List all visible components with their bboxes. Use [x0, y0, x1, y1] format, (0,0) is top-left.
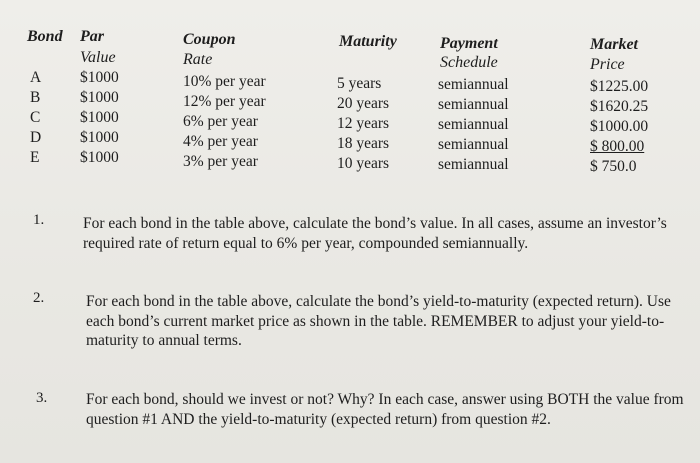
question-text: For each bond in the table above, calculate the bond’s value. In all cases, assume an investor’s required rate of return equal to 6% per year, compounded semiannually. — [83, 215, 667, 252]
table-cell-maturity: 12 years — [337, 115, 390, 132]
table-cell-schedule: semiannual — [438, 156, 509, 173]
question-number: 3. — [36, 390, 48, 406]
table-cell-par: $1000 — [80, 109, 119, 126]
table-cell-price: $ 750.0 — [590, 158, 637, 175]
question-text: For each bond, should we invest or not? Why? In each case, answer using BOTH the value from question #1 AND the yield-to-maturity (expected return) from question #2. — [86, 391, 684, 428]
table-cell-price: $1620.25 — [590, 98, 649, 115]
question-number: 2. — [33, 290, 45, 306]
header-par: Par — [80, 28, 104, 45]
table-cell-maturity: 20 years — [337, 95, 390, 112]
table-cell-coupon: 10% per year — [183, 73, 266, 90]
table-cell-coupon: 6% per year — [183, 113, 258, 130]
question-text: For each bond in the table above, calculate the bond’s yield-to-maturity (expected return). Use each bond’s current market price as shown in the table. REMEMBER to adjust your yield-to-maturity to annual terms. — [86, 293, 671, 349]
table-cell-schedule: semiannual — [438, 96, 509, 113]
table-cell-bond: B — [30, 89, 41, 106]
column-bond — [30, 68, 41, 168]
header-coupon: Coupon — [183, 31, 236, 48]
table-cell-price: $1225.00 — [590, 78, 649, 95]
question-number: 1. — [33, 212, 45, 228]
table-cell-par: $1000 — [80, 69, 119, 86]
table-cell-coupon: 3% per year — [183, 153, 258, 170]
table-cell-par: $1000 — [80, 129, 119, 146]
column-schedule — [438, 75, 509, 175]
table-cell-coupon: 12% per year — [183, 93, 266, 110]
table-cell-par: $1000 — [80, 89, 119, 106]
header-coupon-rate: Rate — [183, 51, 213, 68]
header-market: Market — [590, 36, 638, 53]
table-cell-par: $1000 — [80, 149, 119, 166]
header-market-price: Price — [590, 56, 625, 73]
header-payment-schedule: Schedule — [440, 54, 498, 71]
column-coupon — [183, 72, 266, 172]
table-cell-price: $1000.00 — [590, 118, 649, 135]
column-price — [590, 77, 648, 177]
table-cell-coupon: 4% per year — [183, 133, 258, 150]
header-maturity: Maturity — [339, 33, 397, 50]
table-cell-bond: A — [30, 69, 42, 86]
header-bond: Bond — [27, 28, 63, 45]
column-par — [80, 68, 119, 168]
table-cell-bond: C — [30, 109, 41, 126]
table-cell-bond: D — [30, 129, 42, 146]
table-cell-price: $ 800.00 — [590, 138, 645, 155]
header-par-value: Value — [80, 49, 116, 66]
table-cell-schedule: semiannual — [438, 136, 509, 153]
table-cell-maturity: 10 years — [337, 155, 390, 172]
column-maturity — [337, 74, 389, 174]
header-payment: Payment — [440, 35, 498, 52]
table-cell-schedule: semiannual — [438, 76, 509, 93]
table-cell-bond: E — [30, 149, 40, 166]
table-cell-schedule: semiannual — [438, 116, 509, 133]
table-cell-maturity: 5 years — [337, 75, 382, 92]
table-cell-maturity: 18 years — [337, 135, 390, 152]
